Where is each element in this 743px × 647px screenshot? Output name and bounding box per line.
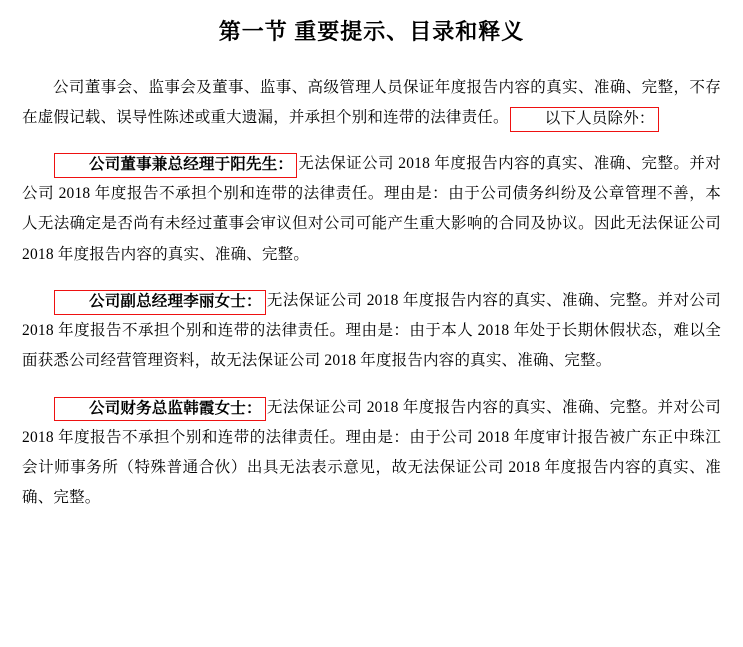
paragraph-text: 无法保证公司 2018 年度报告内容的真实、准确、完整。并对公司 2018 年度报告不承担个别和连带的法律责任。理由是：由于公司 2018 年度审计报告被广东正中珠江会计师事务所（特殊普通合伙）出具无法表示意见，故无法保证公司 2018 年度报告内容的真实、准确、完整。: [22, 398, 721, 507]
highlight-box: 公司董事兼总经理于阳先生：: [54, 153, 297, 178]
paragraph: [22, 393, 721, 514]
highlight-box: 以下人员除外：: [510, 107, 659, 132]
paragraph-text: 无法保证公司 2018 年度报告内容的真实、准确、完整。并对公司 2018 年度报告不承担个别和连带的法律责任。理由是：由于本人 2018 年处于长期休假状态，难以全面获悉公司经营管理资料，故无法保证公司 2018 年度报告内容的真实、准确、完整。: [22, 291, 721, 370]
highlight-box: 公司财务总监韩霞女士：: [54, 397, 266, 422]
paragraph: [22, 73, 721, 133]
paragraph: [22, 286, 721, 377]
paragraph: [22, 149, 721, 270]
paragraph-text: 公司董事会、监事会及董事、监事、高级管理人员保证年度报告内容的真实、准确、完整，不存在虚假记载、误导性陈述或重大遗漏，并承担个别和连带的法律责任。: [22, 78, 721, 126]
paragraph-text: 无法保证公司 2018 年度报告内容的真实、准确、完整。并对公司 2018 年度报告不承担个别和连带的法律责任。理由是：由于公司债务纠纷及公章管理不善，本人无法确定是否尚有未经过董事会审议但对公司可能产生重大影响的合同及协议。因此无法保证公司 2018 年度报告内容的真实、准确、完整。: [22, 155, 721, 263]
document-page: [0, 18, 743, 647]
document-body: [22, 73, 721, 514]
page-title: 第一节 重要提示、目录和释义: [218, 19, 525, 44]
highlight-box: 公司副总经理李丽女士：: [54, 290, 266, 315]
